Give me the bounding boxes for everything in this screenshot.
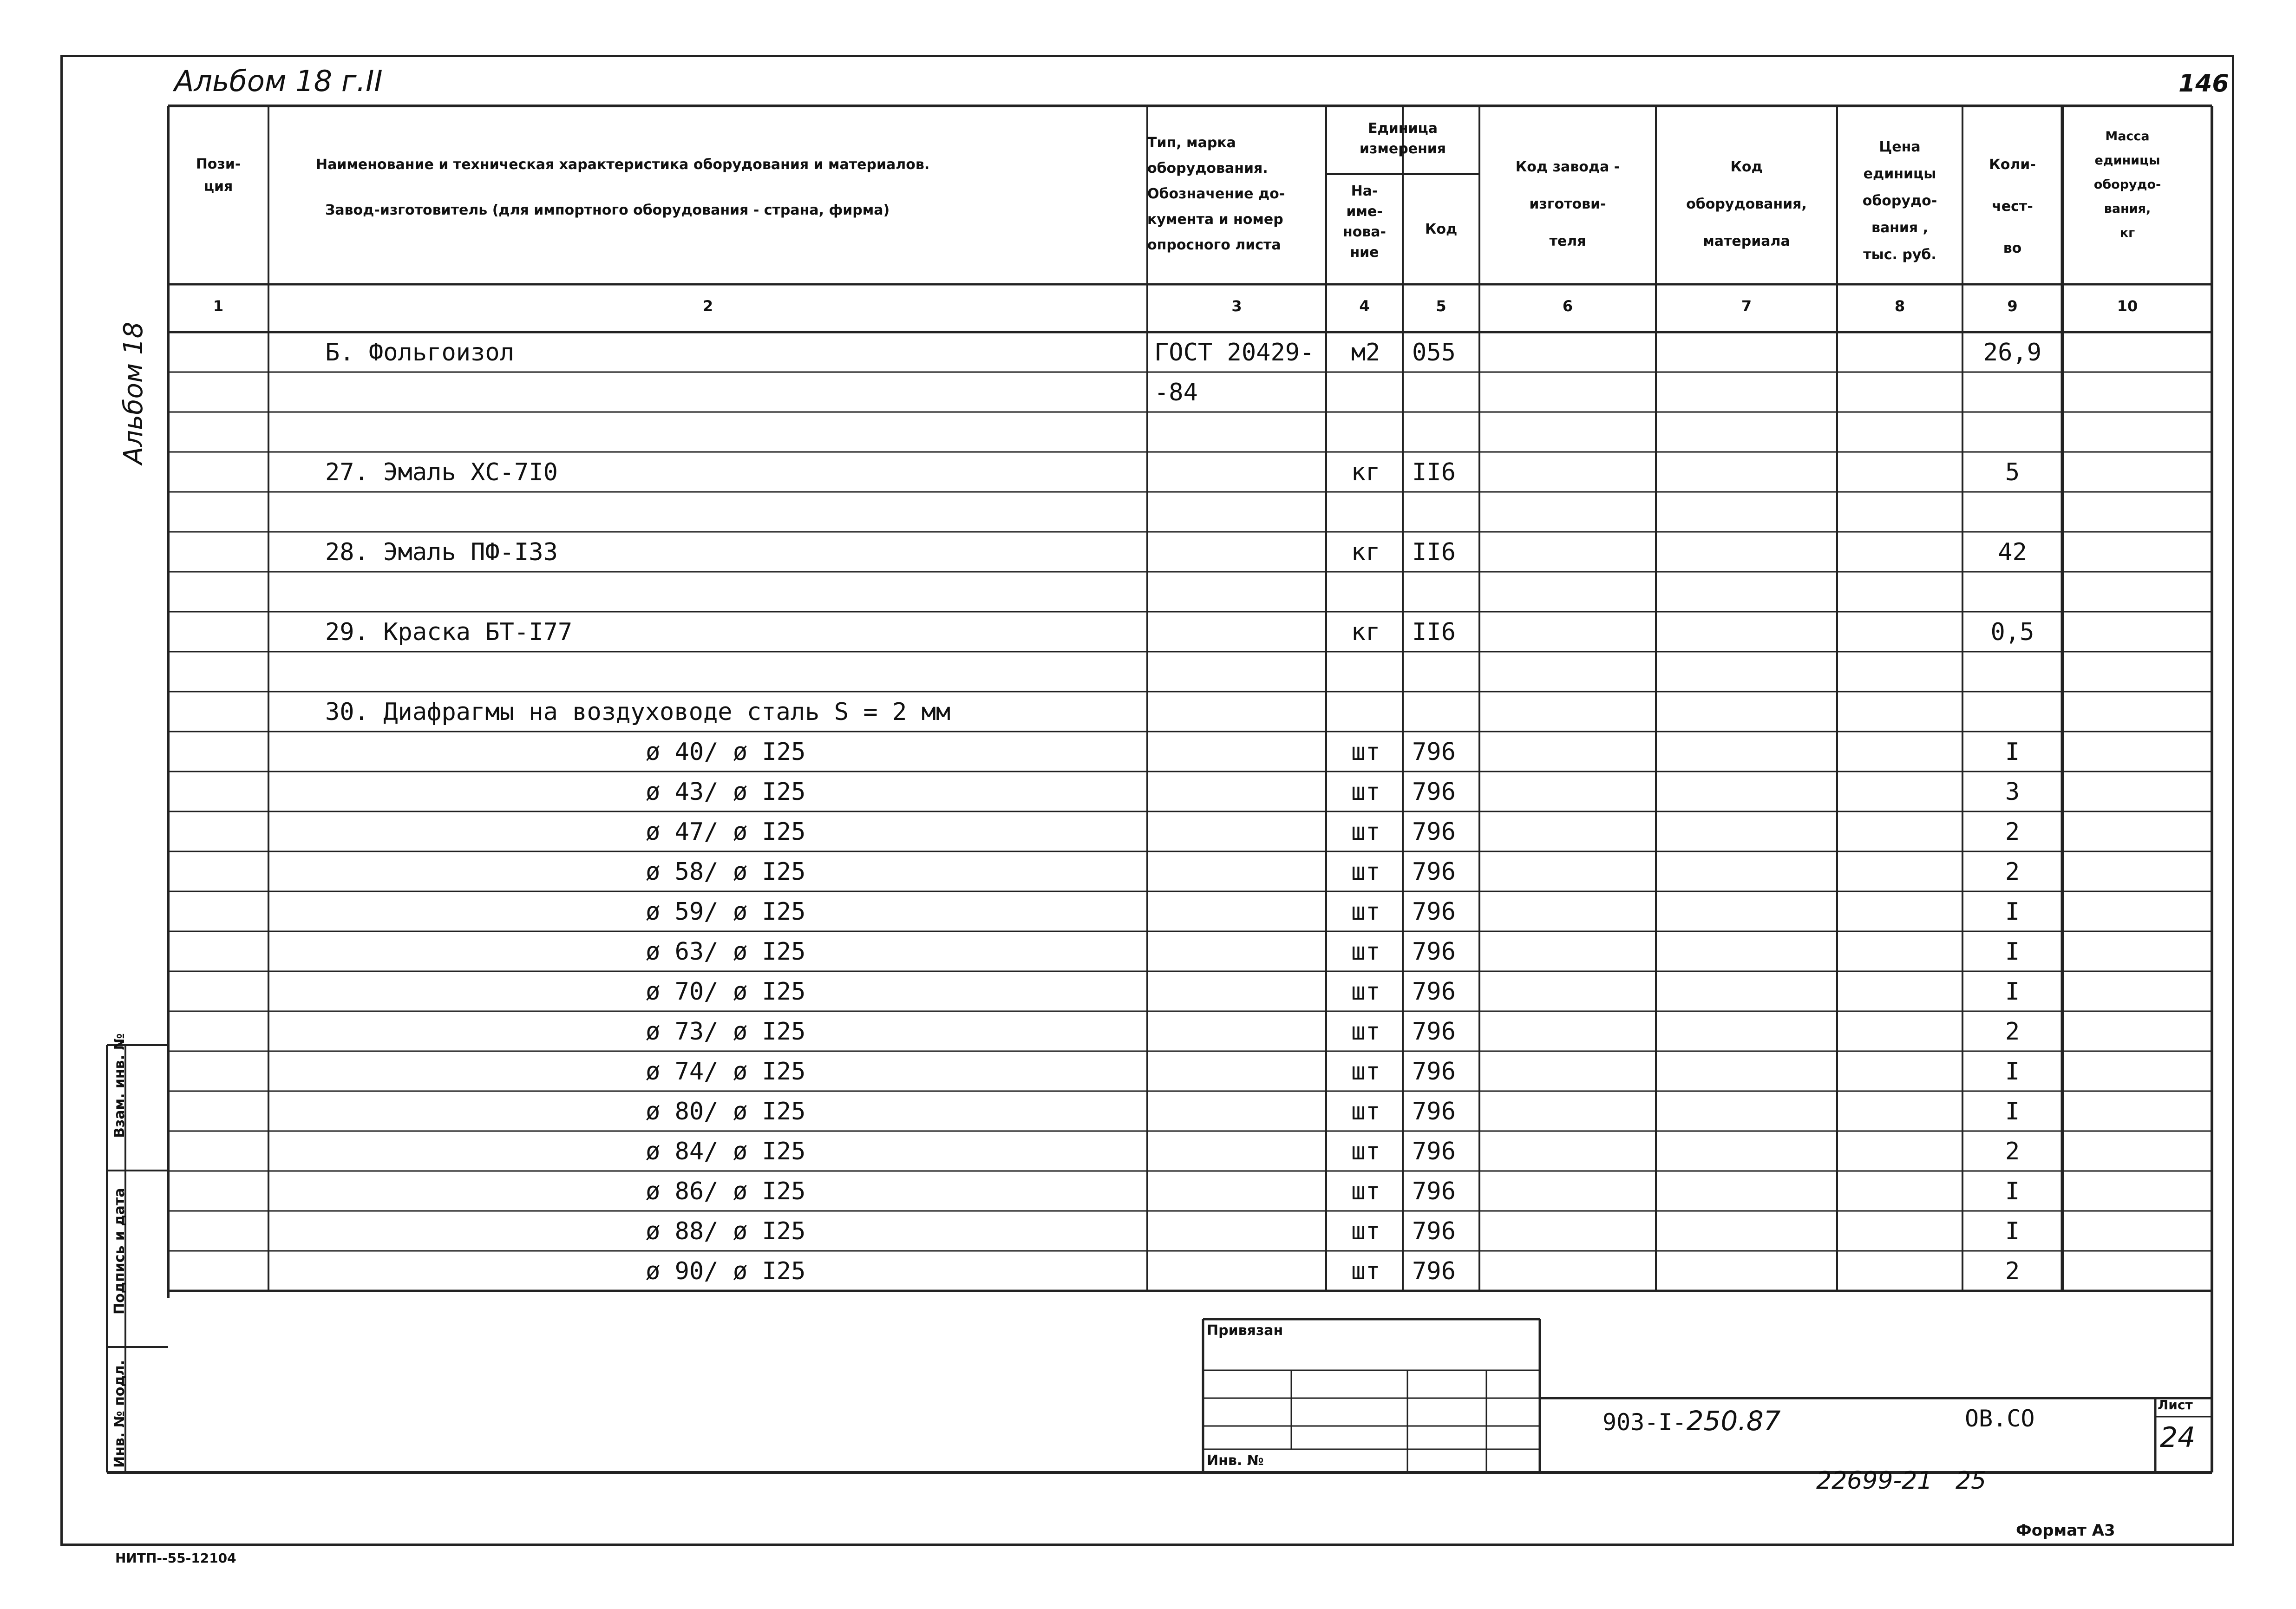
header-col1-line: ция (203, 178, 233, 195)
row-name: ø 70/ ø I25 (646, 978, 806, 1006)
header-col1 (170, 153, 267, 198)
header-col5: Код (1425, 221, 1458, 237)
row-qty: 2 (2005, 1018, 2020, 1046)
row-name: ø 88/ ø I25 (646, 1217, 806, 1245)
side-box-podpis: Подпись и дата (111, 1188, 128, 1315)
header-col10-line: единицы (2094, 153, 2160, 168)
header-col9 (1962, 144, 2062, 269)
row-doc: ГОСТ 20429- (1154, 339, 1315, 366)
row-name: ø 80/ ø I25 (646, 1098, 806, 1125)
side-box-inv: Инв. № подл. (111, 1360, 128, 1468)
header-col2-line1: Наименование и техническая характеристика оборудования и материалов. (316, 157, 930, 173)
row-qty: I (2005, 1217, 2020, 1245)
header-col10-line: Масса (2105, 129, 2150, 144)
row-unit: шт (1351, 738, 1380, 766)
header-col7 (1656, 149, 1837, 260)
row-qty: I (2005, 738, 2020, 766)
row-code: 796 (1412, 818, 1456, 846)
header-unit (1326, 118, 1479, 159)
row-qty: I (2005, 1177, 2020, 1205)
header-col1-line: Пози- (196, 156, 241, 172)
row-name: ø 90/ ø I25 (646, 1257, 806, 1285)
row-unit: м2 (1351, 339, 1380, 366)
row-code: 796 (1412, 858, 1456, 886)
row-name: 28. Эмаль ПФ-I33 (325, 538, 558, 566)
row-name: ø 47/ ø I25 (646, 818, 806, 846)
row-unit: шт (1351, 1018, 1380, 1046)
row-code: 796 (1412, 738, 1456, 766)
row-unit: шт (1351, 1138, 1380, 1165)
row-code: 796 (1412, 778, 1456, 806)
row-name: ø 43/ ø I25 (646, 778, 806, 806)
header-col8-line: вания , (1871, 220, 1929, 236)
column-number: 4 (1359, 297, 1370, 315)
header-col10 (2062, 124, 2192, 245)
row-qty: 2 (2005, 858, 2020, 886)
header-col4-line: На- (1351, 183, 1378, 199)
header-col6-line: Код завода - (1515, 159, 1620, 175)
row-qty: 2 (2005, 818, 2020, 846)
row-code: 796 (1412, 1018, 1456, 1046)
header-col10-line: оборудо- (2093, 177, 2161, 192)
header-col7-line: Код (1730, 159, 1763, 175)
header-col4 (1326, 181, 1403, 263)
row-code: 796 (1412, 1257, 1456, 1285)
row-name: ø 84/ ø I25 (646, 1138, 806, 1165)
header-col3-line: оборудования. (1147, 160, 1268, 177)
row-code: 055 (1412, 339, 1456, 366)
row-qty: I (2005, 898, 2020, 926)
row-code: 796 (1412, 978, 1456, 1006)
column-number: 8 (1894, 297, 1905, 315)
row-code: II6 (1412, 538, 1456, 566)
column-number: 6 (1562, 297, 1573, 315)
header-col9-line: Коли- (1989, 157, 2036, 173)
row-doc: -84 (1154, 379, 1198, 406)
row-qty: 2 (2005, 1257, 2020, 1285)
footer-left-code: НИТП--55-12104 (115, 1550, 236, 1566)
column-number: 2 (702, 297, 713, 315)
stamp-doc-code (1603, 1405, 1781, 1437)
row-qty: 0,5 (1990, 618, 2034, 646)
row-code: 796 (1412, 1058, 1456, 1086)
row-name: ø 40/ ø I25 (646, 738, 806, 766)
row-code: II6 (1412, 618, 1456, 646)
header-col9-line: чест- (1992, 198, 2033, 215)
row-qty: I (2005, 1098, 2020, 1125)
row-qty: 26,9 (1983, 339, 2042, 366)
header-col9-line: во (2003, 240, 2022, 256)
row-qty: I (2005, 978, 2020, 1006)
row-name: ø 63/ ø I25 (646, 938, 806, 966)
header-col3-line: Обозначение до- (1147, 186, 1285, 202)
row-unit: кг (1351, 618, 1380, 646)
row-code: 796 (1412, 898, 1456, 926)
column-number: 1 (213, 297, 224, 315)
row-unit: шт (1351, 778, 1380, 806)
row-unit: шт (1351, 1177, 1380, 1205)
row-name: ø 59/ ø I25 (646, 898, 806, 926)
row-name: ø 74/ ø I25 (646, 1058, 806, 1086)
row-unit: шт (1351, 898, 1380, 926)
header-col4-line: нова- (1342, 224, 1387, 240)
column-number: 10 (2117, 297, 2138, 315)
header-col7-line: оборудования, (1686, 196, 1807, 212)
album-title: Альбом 18 г.II (174, 64, 383, 98)
row-code: 796 (1412, 938, 1456, 966)
row-unit: шт (1351, 1058, 1380, 1086)
row-name: 29. Краска БТ-I77 (325, 618, 573, 646)
format-label: Формат А3 (2016, 1521, 2115, 1540)
column-number: 5 (1436, 297, 1446, 315)
row-unit: шт (1351, 858, 1380, 886)
stamp-mark: ОВ.СО (1965, 1405, 2035, 1432)
header-unit-line: Единица (1368, 120, 1438, 137)
row-qty: 2 (2005, 1138, 2020, 1165)
header-unit-line: измерения (1359, 141, 1446, 157)
header-col3-line: опросного листа (1147, 237, 1281, 253)
header-col8-line: Цена (1879, 139, 1921, 155)
row-code: 796 (1412, 1138, 1456, 1165)
side-album-label: Альбом 18 (118, 321, 149, 464)
header-col2-line2: Завод-изготовитель (для импортного оборудования - страна, фирма) (325, 202, 890, 218)
header-col8-line: единицы (1863, 166, 1936, 182)
header-col8 (1837, 134, 1962, 268)
row-unit: шт (1351, 938, 1380, 966)
doc-code-handwritten: 250.87 (1686, 1405, 1781, 1437)
header-col4-line: име- (1346, 203, 1383, 220)
stamp-sheet-number: 24 (2160, 1421, 2196, 1454)
row-unit: шт (1351, 1257, 1380, 1285)
row-name: ø 86/ ø I25 (646, 1177, 806, 1205)
stamp-privyazan: Привязан (1207, 1322, 1283, 1339)
row-qty: I (2005, 1058, 2020, 1086)
header-col8-line: оборудо- (1862, 193, 1937, 209)
header-col6-line: изготови- (1529, 196, 1606, 212)
row-code: 796 (1412, 1177, 1456, 1205)
row-name: 27. Эмаль ХС-7I0 (325, 458, 558, 486)
row-name: 30. Диафрагмы на воздуховоде сталь S = 2 мм (325, 698, 951, 726)
header-col8-line: тыс. руб. (1863, 247, 1936, 263)
header-col6-line: теля (1549, 233, 1586, 249)
side-box-vzam: Взам. инв. № (111, 1033, 128, 1138)
row-qty: 42 (1998, 538, 2027, 566)
row-unit: кг (1351, 458, 1380, 486)
row-code: II6 (1412, 458, 1456, 486)
header-col10-line: вания, (2104, 202, 2151, 216)
handwritten-ref: 22699-21 25 (1816, 1467, 1987, 1495)
row-unit: шт (1351, 978, 1380, 1006)
header-col3 (1147, 130, 1324, 258)
row-name: Б. Фольгоизол (325, 339, 514, 366)
row-name: ø 73/ ø I25 (646, 1018, 806, 1046)
column-number: 7 (1741, 297, 1752, 315)
header-col6 (1479, 149, 1656, 260)
header-col3-line: кумента и номер (1147, 211, 1283, 228)
row-unit: шт (1351, 1217, 1380, 1245)
row-unit: шт (1351, 1098, 1380, 1125)
row-code: 796 (1412, 1098, 1456, 1125)
row-qty: 5 (2005, 458, 2020, 486)
row-qty: I (2005, 938, 2020, 966)
row-unit: кг (1351, 538, 1380, 566)
header-col3-line: Тип, марка (1147, 135, 1236, 151)
row-code: 796 (1412, 1217, 1456, 1245)
row-name: ø 58/ ø I25 (646, 858, 806, 886)
header-col4-line: ние (1350, 244, 1379, 261)
row-unit: шт (1351, 818, 1380, 846)
stamp-sheet-label: Лист (2158, 1397, 2193, 1413)
doc-code-printed: 903-I- (1603, 1409, 1687, 1436)
stamp-inv-no: Инв. № (1207, 1452, 1264, 1469)
header-col10-line: кг (2119, 226, 2135, 240)
column-number: 9 (2007, 297, 2018, 315)
row-qty: 3 (2005, 778, 2020, 806)
page-stamp: 146 (2178, 70, 2229, 98)
header-col7-line: материала (1703, 233, 1790, 249)
column-number: 3 (1231, 297, 1242, 315)
